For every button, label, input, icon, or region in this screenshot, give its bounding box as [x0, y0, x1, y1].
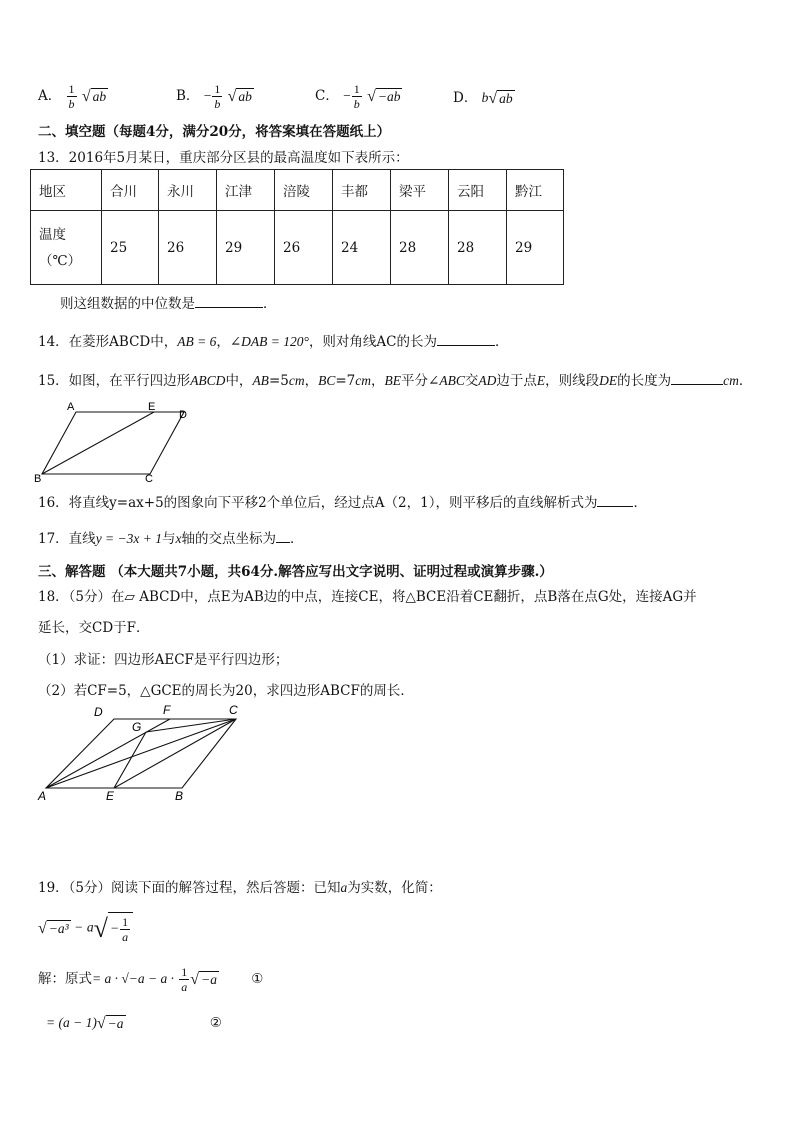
parallelogram-figure-q18: [32, 700, 252, 806]
temperature-table: [30, 169, 564, 285]
option-c: C． − $\frac{1}{b}$ √ −ab: [315, 82, 401, 111]
q19-text: 19．（5分）阅读下面的解答过程，然后答题：已知a为实数，化简：: [38, 880, 442, 896]
label-f: F: [163, 703, 171, 717]
label-a: A: [67, 401, 75, 413]
parallelogram-abcd: [42, 412, 184, 474]
q17-text: 17．直线y = −3x + 1与x轴的交点坐标为 ．: [38, 531, 304, 547]
segment-af: [46, 719, 170, 788]
table-cell: 25: [102, 211, 159, 285]
label-a: A: [38, 789, 47, 803]
table-header-cell: 地区: [31, 170, 102, 211]
table-header-cell: 云阳: [449, 170, 507, 211]
label-c: C: [145, 473, 153, 485]
table-header-cell: 合川: [102, 170, 159, 211]
option-d: D． b √ ab: [453, 90, 513, 107]
section-2-heading: 二、填空题（每题4分，满分20分，将答案填在答题纸上）: [38, 124, 391, 140]
table-header-cell: 涪陵: [275, 170, 333, 211]
q19-solution-step2: = (a − 1) √ −a ②: [46, 1015, 222, 1032]
q18-line1: 18．（5分）在▱ ABCD中，点E为AB边的中点，连接CE，将△BCE沿着CE翻折，点B落在点G处，连接AG并: [38, 589, 697, 605]
q18-line2: 延长，交CD于F．: [38, 620, 150, 636]
answer-blank[interactable]: [195, 295, 263, 308]
q18-part2: （2）若CF=5，△GCE的周长为20，求四边形ABCF的周长．: [38, 683, 414, 699]
answer-blank[interactable]: [671, 372, 723, 385]
table-cell: 29: [507, 211, 564, 285]
answer-blank[interactable]: [437, 333, 495, 346]
q14-text: 14．在菱形ABCD中，AB = 6，∠DAB = 120°，则对角线AC的长为 ．: [38, 334, 509, 350]
label-b: B: [34, 473, 42, 485]
q18-part1: （1）求证：四边形AECF是平行四边形；: [38, 652, 289, 668]
q13-text: 13．2016年5月某日，重庆部分区县的最高温度如下表所示：: [38, 150, 409, 166]
table-cell: 26: [159, 211, 217, 285]
label-g: G: [132, 720, 142, 734]
label-e: E: [148, 401, 156, 413]
parallelogram-figure-q15: [34, 398, 194, 486]
table-cell: 24: [333, 211, 391, 285]
table-header-cell: 永川: [159, 170, 217, 211]
segment-eg: [114, 732, 146, 788]
table-header-cell: 江津: [217, 170, 275, 211]
q15-text: 15．如图，在平行四边形ABCD中，AB=5cm，BC=7cm，BE平分∠ABC交AD边于点E，则线段DE的长度为 cm．: [38, 373, 753, 389]
label-e: E: [106, 789, 115, 803]
answer-blank[interactable]: [276, 530, 290, 543]
table-cell: 29: [217, 211, 275, 285]
table-header-cell: 黔江: [507, 170, 564, 211]
option-a: A． $\frac{1}{b}$ √ ab: [38, 82, 107, 111]
label-d: D: [179, 409, 187, 421]
q16-text: 16．将直线y=ax+5的图象向下平移2个单位后，经过点A（2，1），则平移后的直线解析式为 ．: [38, 495, 647, 511]
table-row-head: 温度 （℃）: [31, 211, 102, 285]
label-b: B: [175, 789, 184, 803]
label-c: C: [229, 703, 238, 717]
q19-expression: √ −a³ − a √ − $\frac{1}{a}$: [38, 912, 133, 944]
q13-prompt: 则这组数据的中位数是 ．: [60, 296, 277, 312]
table-cell: 26: [275, 211, 333, 285]
answer-blank[interactable]: [597, 494, 633, 507]
segment-gc: [146, 719, 236, 732]
label-d: D: [94, 705, 103, 719]
table-cell: 28: [391, 211, 449, 285]
section-3-heading: 三、解答题 （本大题共7小题，共64分.解答应写出文字说明、证明过程或演算步骤.）: [38, 564, 553, 580]
table-header-cell: 丰都: [333, 170, 391, 211]
q19-solution-step1: 解：原式= a · √−a − a · $\frac{1}{a}$ √ −a ①: [38, 965, 264, 994]
option-b: B． − $\frac{1}{b}$ √ ab: [176, 82, 252, 111]
table-cell: 28: [449, 211, 507, 285]
table-header-cell: 梁平: [391, 170, 449, 211]
